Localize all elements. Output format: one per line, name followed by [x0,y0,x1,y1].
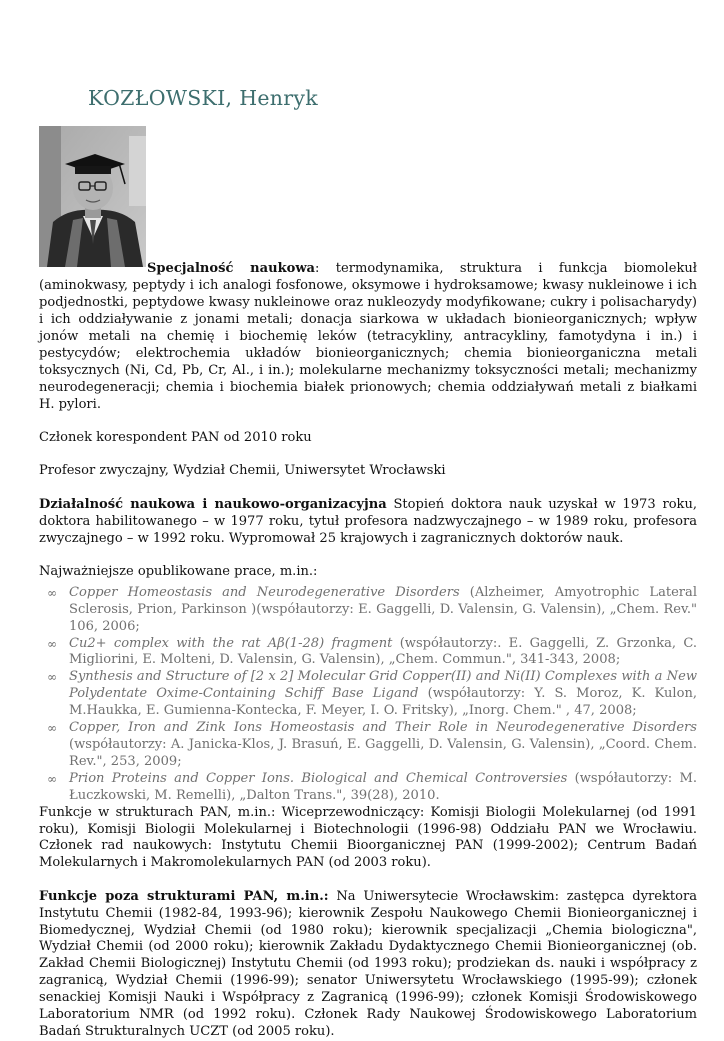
membership-text: Członek korespondent PAN od 2010 roku [39,429,312,445]
person-name: KOZŁOWSKI, Henryk [88,86,319,110]
activity-text: Stopień doktora nauk uzyskał w 1973 roku, doktora habilitowanego – w 1977 roku, tytuł profesora nadzwyczajnego – w 1989 roku, profesora zwyczajnego – w 1992 roku. Wypromował 25 krajowych i zagranicznych doktorów nauk. [39,496,698,546]
publication-title: Prion Proteins and Copper Ions. Biological and Chemical Controversies [69,770,568,786]
portrait-photo [39,126,146,267]
publications-list [39,585,697,805]
publication-details: (współautorzy:. E. Gaggelli, Z. Grzonka, C. Migliorini, E. Molteni, D. Valensin, G. Valensin), „Chem. Commun.", 341-343, 2008; [69,635,698,668]
specialty-label: Specjalność naukowa [147,261,316,277]
publication-title: Copper Homeostasis and Neurodegenerative Disorders [69,584,460,600]
other-functions-text: Na Uniwersytecie Wrocławskim: zastępca dyrektora Instytutu Chemii (1982-84, 1993-96); kierownik Zespołu Naukowego Chemii Bionieorganicznej i Biomedycznej, Wydział Chemii (od 1980 roku); kierownik specjalizacji „Chemia biologiczna", Wydział Chemii (od 2000 roku); kierownik Zakładu Dydaktycznego Chemii Bionieorganicznej (ob. Zakład Chemii Biologicznej) Instytutu Chemii (od 1993 roku); prodziekan ds. nauki i współpracy z zagranicą, Wydział Chemii (1996-99); senator Uniwersytetu Wrocławskiego (1995-99); członek senackiej Komisji Nauki i Współpracy z Zagranicą (1996-99); członek Komisji Środowiskowego Laboratorium NMR (od 1992 roku). Członek Rady Naukowej Środowiskowego Laboratorium Badań Strukturalnych UCZT (od 2005 roku). [39,888,697,1039]
infinity-bullet-icon: ∞ [47,636,57,651]
publication-details: (współautorzy: M. Łuczkowski, M. Remelli), „Dalton Trans.", 39(28), 2010. [69,770,697,803]
publication-item [39,669,697,720]
other-functions-paragraph [39,889,697,1041]
publication-item [39,585,697,636]
publication-item [39,720,697,771]
activity-label: Działalność naukowa i naukowo-organizacyjna [39,496,387,512]
activity-paragraph [39,497,697,548]
position-text: Profesor zwyczajny, Wydział Chemii, Uniwersytet Wrocławski [39,463,446,479]
portrait-image [39,126,146,267]
publication-title: Copper, Iron and Zink Ions Homeostasis and Their Role in Neurodegenerative Disorders [69,720,697,736]
infinity-bullet-icon: ∞ [47,771,57,786]
pan-functions-paragraph: Funkcje w strukturach PAN, m.in.: Wiceprzewodniczący: Komisji Biologii Molekularnej (od 1991 roku), Komisji Biologii Molekularnej i Biotechnologii (1996-98) Oddziału PAN we Wrocławiu. Członek rad naukowych: Instytutu Chemii Bioorganicznej PAN (1999-2002); Centrum Badań Molekularnych i Makromolekularnych PAN (od 2003 roku). [39,804,697,871]
publication-details: (współautorzy: Y. S. Moroz, K. Kulon, M.Haukka, E. Gumienna-Kontecka, F. Meyer, I. O. Fritsky), „Inorg. Chem." , 47, 2008; [69,686,697,719]
publication-item [39,636,697,670]
publications-heading: Najważniejsze opublikowane prace, m.in.: [39,563,318,579]
other-functions-label: Funkcje poza strukturami PAN, m.in.: [39,888,329,904]
infinity-bullet-icon: ∞ [47,721,57,736]
biography-content [39,126,697,1041]
infinity-bullet-icon: ∞ [47,585,57,600]
publication-details: (Alzheimer, Amyotrophic Lateral Sclerosis, Prion, Parkinson )(współautorzy: E. Gaggelli, D. Valensin, G. Valensin), „Chem. Rev." 106, 2006; [69,584,697,634]
publication-title: Synthesis and Structure of [2 x 2] Molecular Grid Copper(II) and Ni(II) Complexes with a New Polydentate Oxime-Containing Schiff Base Ligand [69,669,697,702]
infinity-bullet-icon: ∞ [47,670,57,685]
publication-details: (współautorzy: A. Janicka-Klos, J. Brasuń, E. Gaggelli, D. Valensin, G. Valensin), „Coord. Chem. Rev.", 253, 2009; [69,737,697,769]
publication-title: Cu2+ complex with the rat Aβ(1-28) fragment [69,635,393,651]
publication-item [39,771,697,805]
specialty-text: : termodynamika, struktura i funkcja biomolekuł (aminokwasy, peptydy i ich analogi fosfonowe, oksymowe i hydroksamowe; kwasy nukleinowe i ich podjednostki, peptydowe kwasy nukleinowe oraz nukleozydy modyfikowane; cukry i polisacharydy) i ich oddziaływanie z jonami metali; donacja siarkowa w układach bionieorganicznych; wpływ jonów metali na chemię i biochemię leków (tetracykliny, antracykliny, famotydyna i in.) i pestycydów; elektrochemia układów bionieorganicznych; chemia bionieorganiczna metali toksycznych (Ni, Cd, Pb, Cr, Al., i in.); molekularne mechanizmy toksyczności metali; mechanizmy neurodegeneracji; chemia i biochemia białek prionowych; chemia oddziaływań metali z białkami H. pylori. [39,261,697,412]
